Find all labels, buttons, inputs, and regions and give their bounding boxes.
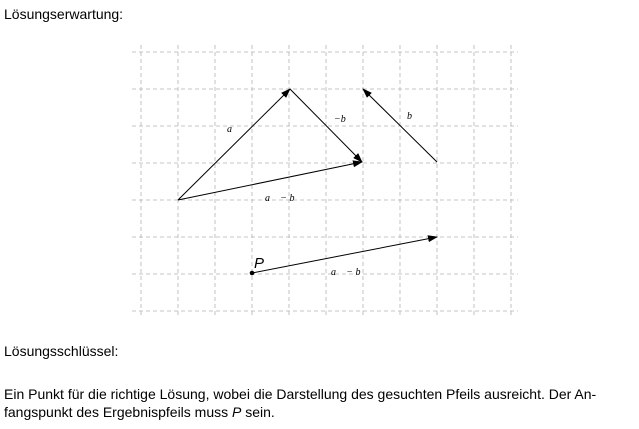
dashed-grid xyxy=(132,45,518,318)
vector-a-arrow xyxy=(178,89,290,200)
label-vector-minus-b: −b⃗ xyxy=(334,114,354,125)
key-line-2-end: sein. xyxy=(241,404,275,420)
label-vector-a-minus-b-at-p: a⃗ − b⃗ xyxy=(331,267,369,278)
label-vector-a: a⃗ xyxy=(227,124,240,135)
key-paragraph xyxy=(4,385,636,421)
solution-heading: Lösungserwartung: xyxy=(4,6,124,22)
label-vector-a-minus-b: a⃗ − b⃗ xyxy=(265,193,303,204)
label-point-p: P xyxy=(254,255,265,272)
label-vector-b: b⃗ xyxy=(407,111,420,122)
key-heading: Lösungsschlüssel: xyxy=(4,343,119,359)
key-line-2-start: fangspunkt des Ergebnispfeils muss xyxy=(4,404,233,420)
key-line-1: Ein Punkt für die richtige Lösung, wobei die Darstellung des gesuchten Pfeils ausreicht. Der An- xyxy=(4,386,597,402)
key-point-p: P xyxy=(232,404,242,420)
